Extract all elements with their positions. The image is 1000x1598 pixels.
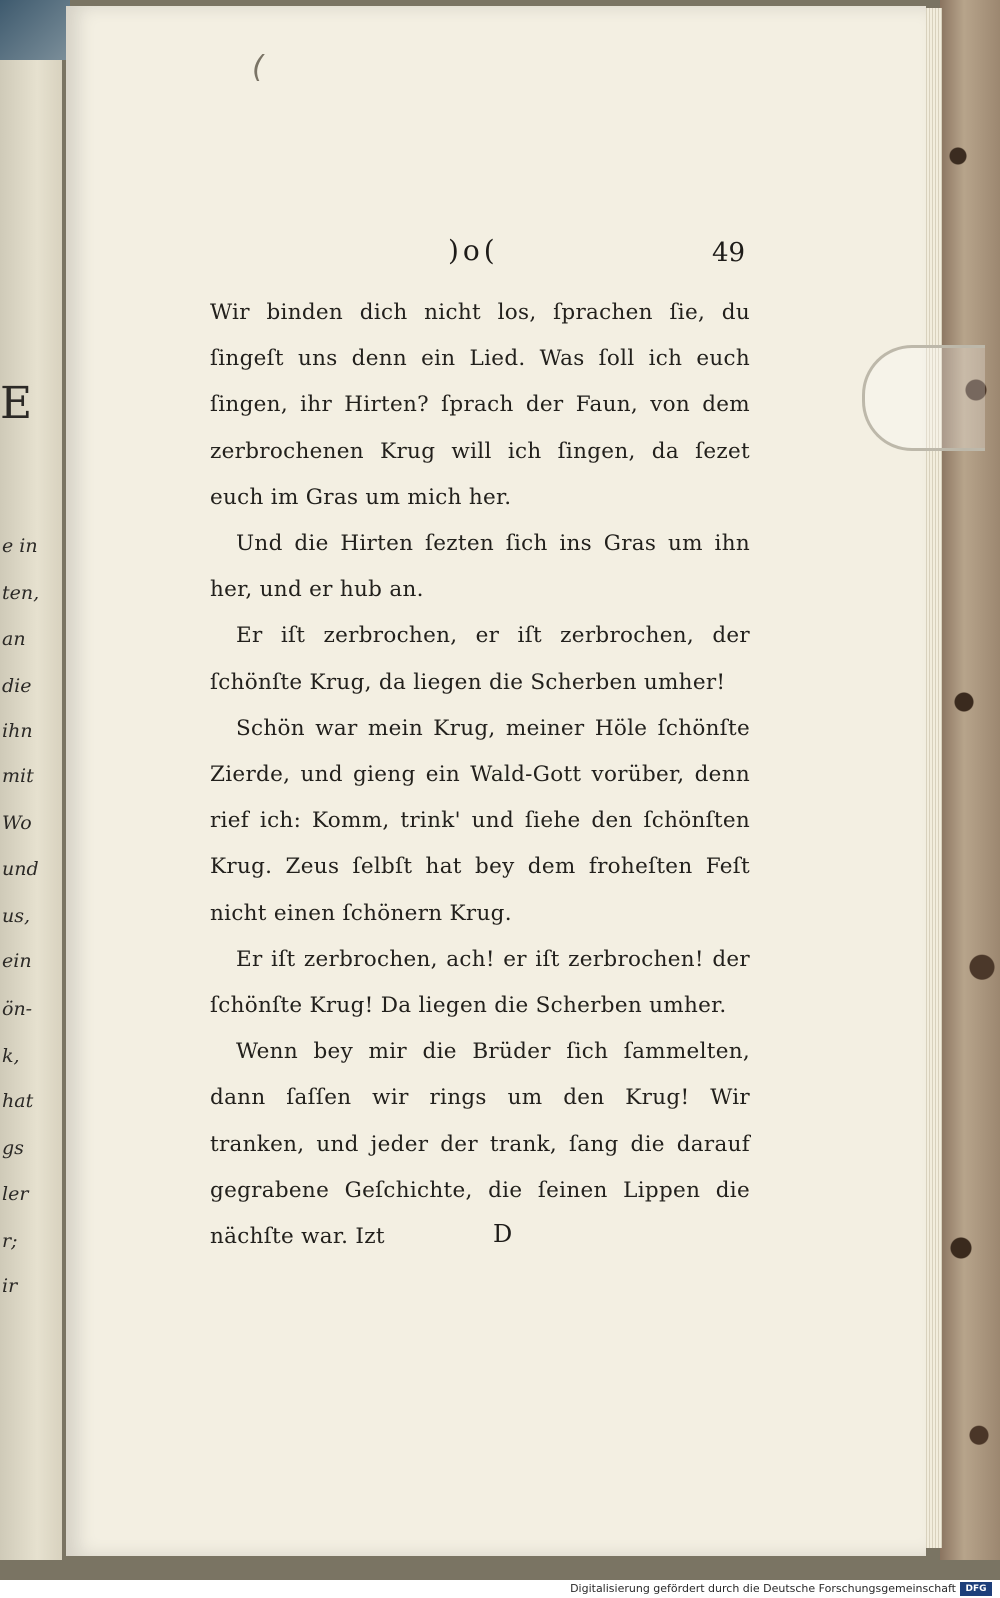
marbled-binding-edge <box>940 0 1000 1560</box>
previous-page-fragment: k, <box>2 1045 20 1067</box>
previous-page-fragment: und <box>2 858 39 880</box>
book-cover-corner <box>0 0 70 60</box>
previous-page-fragment: Wo <box>2 812 32 834</box>
previous-page-fragment: mit <box>2 765 34 787</box>
dfg-logo: DFG <box>960 1582 992 1596</box>
previous-page-fragment: gs <box>2 1137 24 1159</box>
paragraph: Er iſt zerbrochen, ach! er iſt zerbrochen! der ſchönſte Krug! Da liegen die Scherben umher. <box>210 946 750 1019</box>
paragraph: Er iſt zerbrochen, er iſt zerbrochen, der ſchönſte Krug, da liegen die Scherben umher! <box>210 623 750 695</box>
previous-page-fragment: an <box>2 628 26 650</box>
previous-page-fragment: hat <box>2 1090 34 1112</box>
page-number: 49 <box>712 238 746 268</box>
body-text <box>210 290 750 1260</box>
previous-page-fragment: r; <box>2 1230 18 1252</box>
pencil-mark: ( <box>252 50 264 85</box>
previous-page-fragment: us, <box>2 905 31 927</box>
paragraph: Wenn bey mir die Brüder ſich ſammelten, dann ſaſſen wir rings um den Krug! Wir tranken, und jeder der trank, ſang die darauf gegrabene Geſchichte, die ſeinen Lippen die nächſte war. Izt <box>210 1039 750 1250</box>
paragraph: Wir binden dich nicht los, ſprachen ſie, du ſingeſt uns denn ein Lied. Was ſoll ich euch ſingen, ihr Hirten? ſprach der Faun, von dem zerbrochenen Krug will ich ſingen, da ſezet euch im Gras um mich her. <box>210 300 750 510</box>
signature-mark: D <box>493 1220 513 1248</box>
previous-page-fragment: ein <box>2 950 32 972</box>
paragraph: Schön war mein Krug, meiner Höle ſchönſte Zierde, und gieng ein Wald-Gott vorüber, denn rief ich: Komm, trink' und ſiehe den ſchönſten Krug. Zeus ſelbſt hat bey dem froheſten Feſt nicht einen ſchönern Krug. <box>210 715 750 926</box>
page-clip <box>862 345 985 451</box>
previous-page-fragment: die <box>2 675 32 697</box>
previous-page-fragment: ler <box>2 1183 29 1205</box>
running-head-ornament: )o( <box>448 234 499 267</box>
previous-page-fragment: ten, <box>2 582 40 604</box>
funding-credit: Digitalisierung gefördert durch die Deutsche Forschungsgemeinschaft <box>570 1582 956 1595</box>
previous-page-initial: E <box>0 378 33 429</box>
paragraph: Und die Hirten ſezten ſich ins Gras um ihn her, und er hub an. <box>210 531 750 603</box>
previous-page-fragment: ihn <box>2 720 33 742</box>
previous-page-fragment: ön- <box>2 998 33 1020</box>
previous-page-fragment: ir <box>2 1275 18 1297</box>
previous-page-fragment: e in <box>2 535 38 557</box>
